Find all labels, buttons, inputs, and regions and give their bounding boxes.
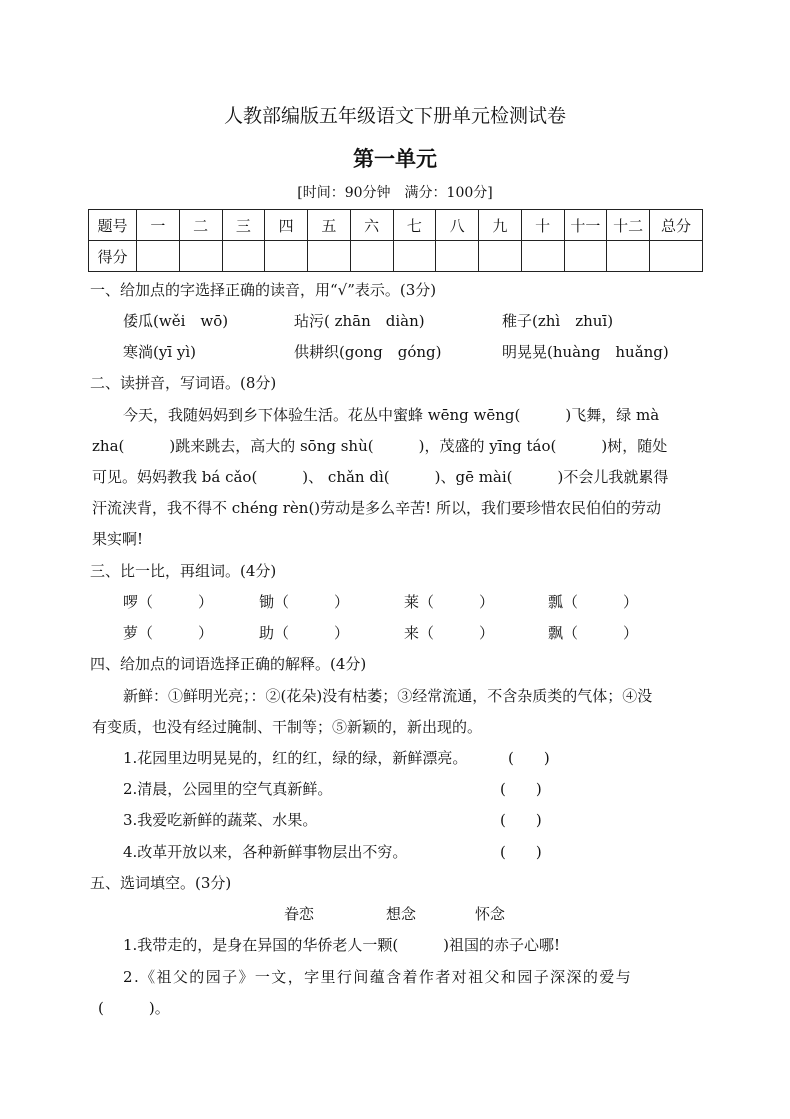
- q3-item: 助（ ）: [259, 624, 350, 642]
- q4-definition: 新鲜：①鲜明光亮；：②(花朵)没有枯萎；③经常流通，不含杂质类的气体；④没: [123, 687, 653, 705]
- q1-item: 明晃晃(huàng huǎng): [502, 343, 669, 361]
- score-table: [88, 209, 703, 272]
- score-cell: [607, 241, 650, 272]
- q3-item: 来（ ）: [404, 624, 495, 642]
- q1-item: 玷污( zhān diàn): [294, 312, 425, 330]
- unit-title: 第一单元: [353, 146, 437, 171]
- table-cell: 五: [308, 210, 351, 241]
- score-cell: [265, 241, 308, 272]
- q1-item: 稚子(zhì zhuī): [502, 312, 614, 330]
- q3-item: 莱（ ）: [404, 593, 495, 611]
- table-cell: 八: [436, 210, 479, 241]
- q1-item: 供耕织(gong góng): [294, 343, 442, 361]
- score-table-score-row: [89, 241, 703, 272]
- q2-heading: 二、读拼音，写词语。(8分): [90, 374, 277, 392]
- table-cell: 一: [137, 210, 180, 241]
- score-cell: [436, 241, 479, 272]
- q3-item: 飘（ ）: [548, 624, 639, 642]
- q2-text-line: 今天，我随妈妈到乡下体验生活。花丛中蜜蜂 wēng wēng( )飞舞，绿 mà: [123, 406, 660, 424]
- q2-text-line: 果实啊!: [92, 530, 144, 548]
- q5-item: 1.我带走的，是身在异国的华侨老人一颗( )祖国的赤子心哪!: [123, 936, 561, 954]
- score-cell: [521, 241, 564, 272]
- q4-item: 4.改革开放以来，各种新鲜事物层出不穷。: [123, 843, 408, 861]
- q2-text-line: 汗流浃背，我不得不 chéng rèn()劳动是多么辛苦! 所以，我们要珍惜农民伯伯的劳动: [92, 499, 661, 517]
- q4-heading: 四、给加点的词语选择正确的解释。(4分): [90, 655, 367, 673]
- table-cell: 十一: [564, 210, 607, 241]
- q4-item: 1.花园里边明晃晃的，红的红，绿的绿，新鲜漂亮。: [123, 749, 468, 767]
- q3-item: 啰（ ）: [123, 593, 214, 611]
- q4-answer-blank: ( ): [500, 843, 542, 861]
- score-cell: [222, 241, 265, 272]
- score-cell: [393, 241, 436, 272]
- score-cell: [650, 241, 703, 272]
- table-cell: 六: [350, 210, 393, 241]
- table-cell: 十: [521, 210, 564, 241]
- q3-item: 锄（ ）: [259, 593, 350, 611]
- score-cell: [308, 241, 351, 272]
- q3-item: 萝（ ）: [123, 624, 214, 642]
- time-info: [时间：90分钟 满分：100分]: [297, 185, 493, 201]
- score-table-header-row: [89, 210, 703, 241]
- q4-answer-blank: ( ): [500, 780, 542, 798]
- table-cell: 题号: [89, 210, 137, 241]
- score-cell: [137, 241, 180, 272]
- q3-heading: 三、比一比，再组词。(4分): [90, 562, 277, 580]
- q2-text-line: zha( )跳来跳去，高大的 sōng shù( )，茂盛的 yīng táo( )树，随处: [92, 437, 668, 455]
- q5-item: ( )。: [98, 999, 170, 1017]
- table-cell: 四: [265, 210, 308, 241]
- score-cell: [564, 241, 607, 272]
- table-cell: 十二: [607, 210, 650, 241]
- q5-word-option: 怀念: [475, 905, 506, 923]
- q1-item: 倭瓜(wěi wō): [123, 312, 229, 330]
- q5-word-option: 眷恋: [284, 905, 315, 923]
- q3-item: 瓢（ ）: [548, 593, 639, 611]
- table-cell: 七: [393, 210, 436, 241]
- score-cell: [179, 241, 222, 272]
- q4-item: 3.我爱吃新鲜的蔬菜、水果。: [123, 811, 318, 829]
- q5-heading: 五、选词填空。(3分): [90, 874, 232, 892]
- q5-item: 2.《祖父的园子》一文，字里行间蕴含着作者对祖父和园子深深的爱与: [123, 968, 633, 986]
- table-cell: 二: [179, 210, 222, 241]
- table-cell: 总分: [650, 210, 703, 241]
- exam-title: 人教部编版五年级语文下册单元检测试卷: [223, 105, 566, 127]
- q2-text-line: 可见。妈妈教我 bá cǎo( )、 chǎn dì( )、gē mài( )不会儿我就累得: [92, 468, 669, 486]
- q4-item: 2.清晨，公园里的空气真新鲜。: [123, 780, 333, 798]
- table-cell: 九: [479, 210, 522, 241]
- score-cell: [479, 241, 522, 272]
- score-cell: [350, 241, 393, 272]
- q1-item: 寒淌(yī yì): [123, 343, 197, 361]
- q4-answer-blank: ( ): [508, 749, 550, 767]
- q4-answer-blank: ( ): [500, 811, 542, 829]
- table-cell: 三: [222, 210, 265, 241]
- q1-heading: 一、给加点的字选择正确的读音，用“√”表示。(3分): [90, 281, 437, 299]
- table-cell: 得分: [89, 241, 137, 272]
- q5-word-option: 想念: [386, 905, 417, 923]
- q4-definition: 有变质，也没有经过腌制、干制等；⑤新颖的，新出现的。: [92, 718, 483, 736]
